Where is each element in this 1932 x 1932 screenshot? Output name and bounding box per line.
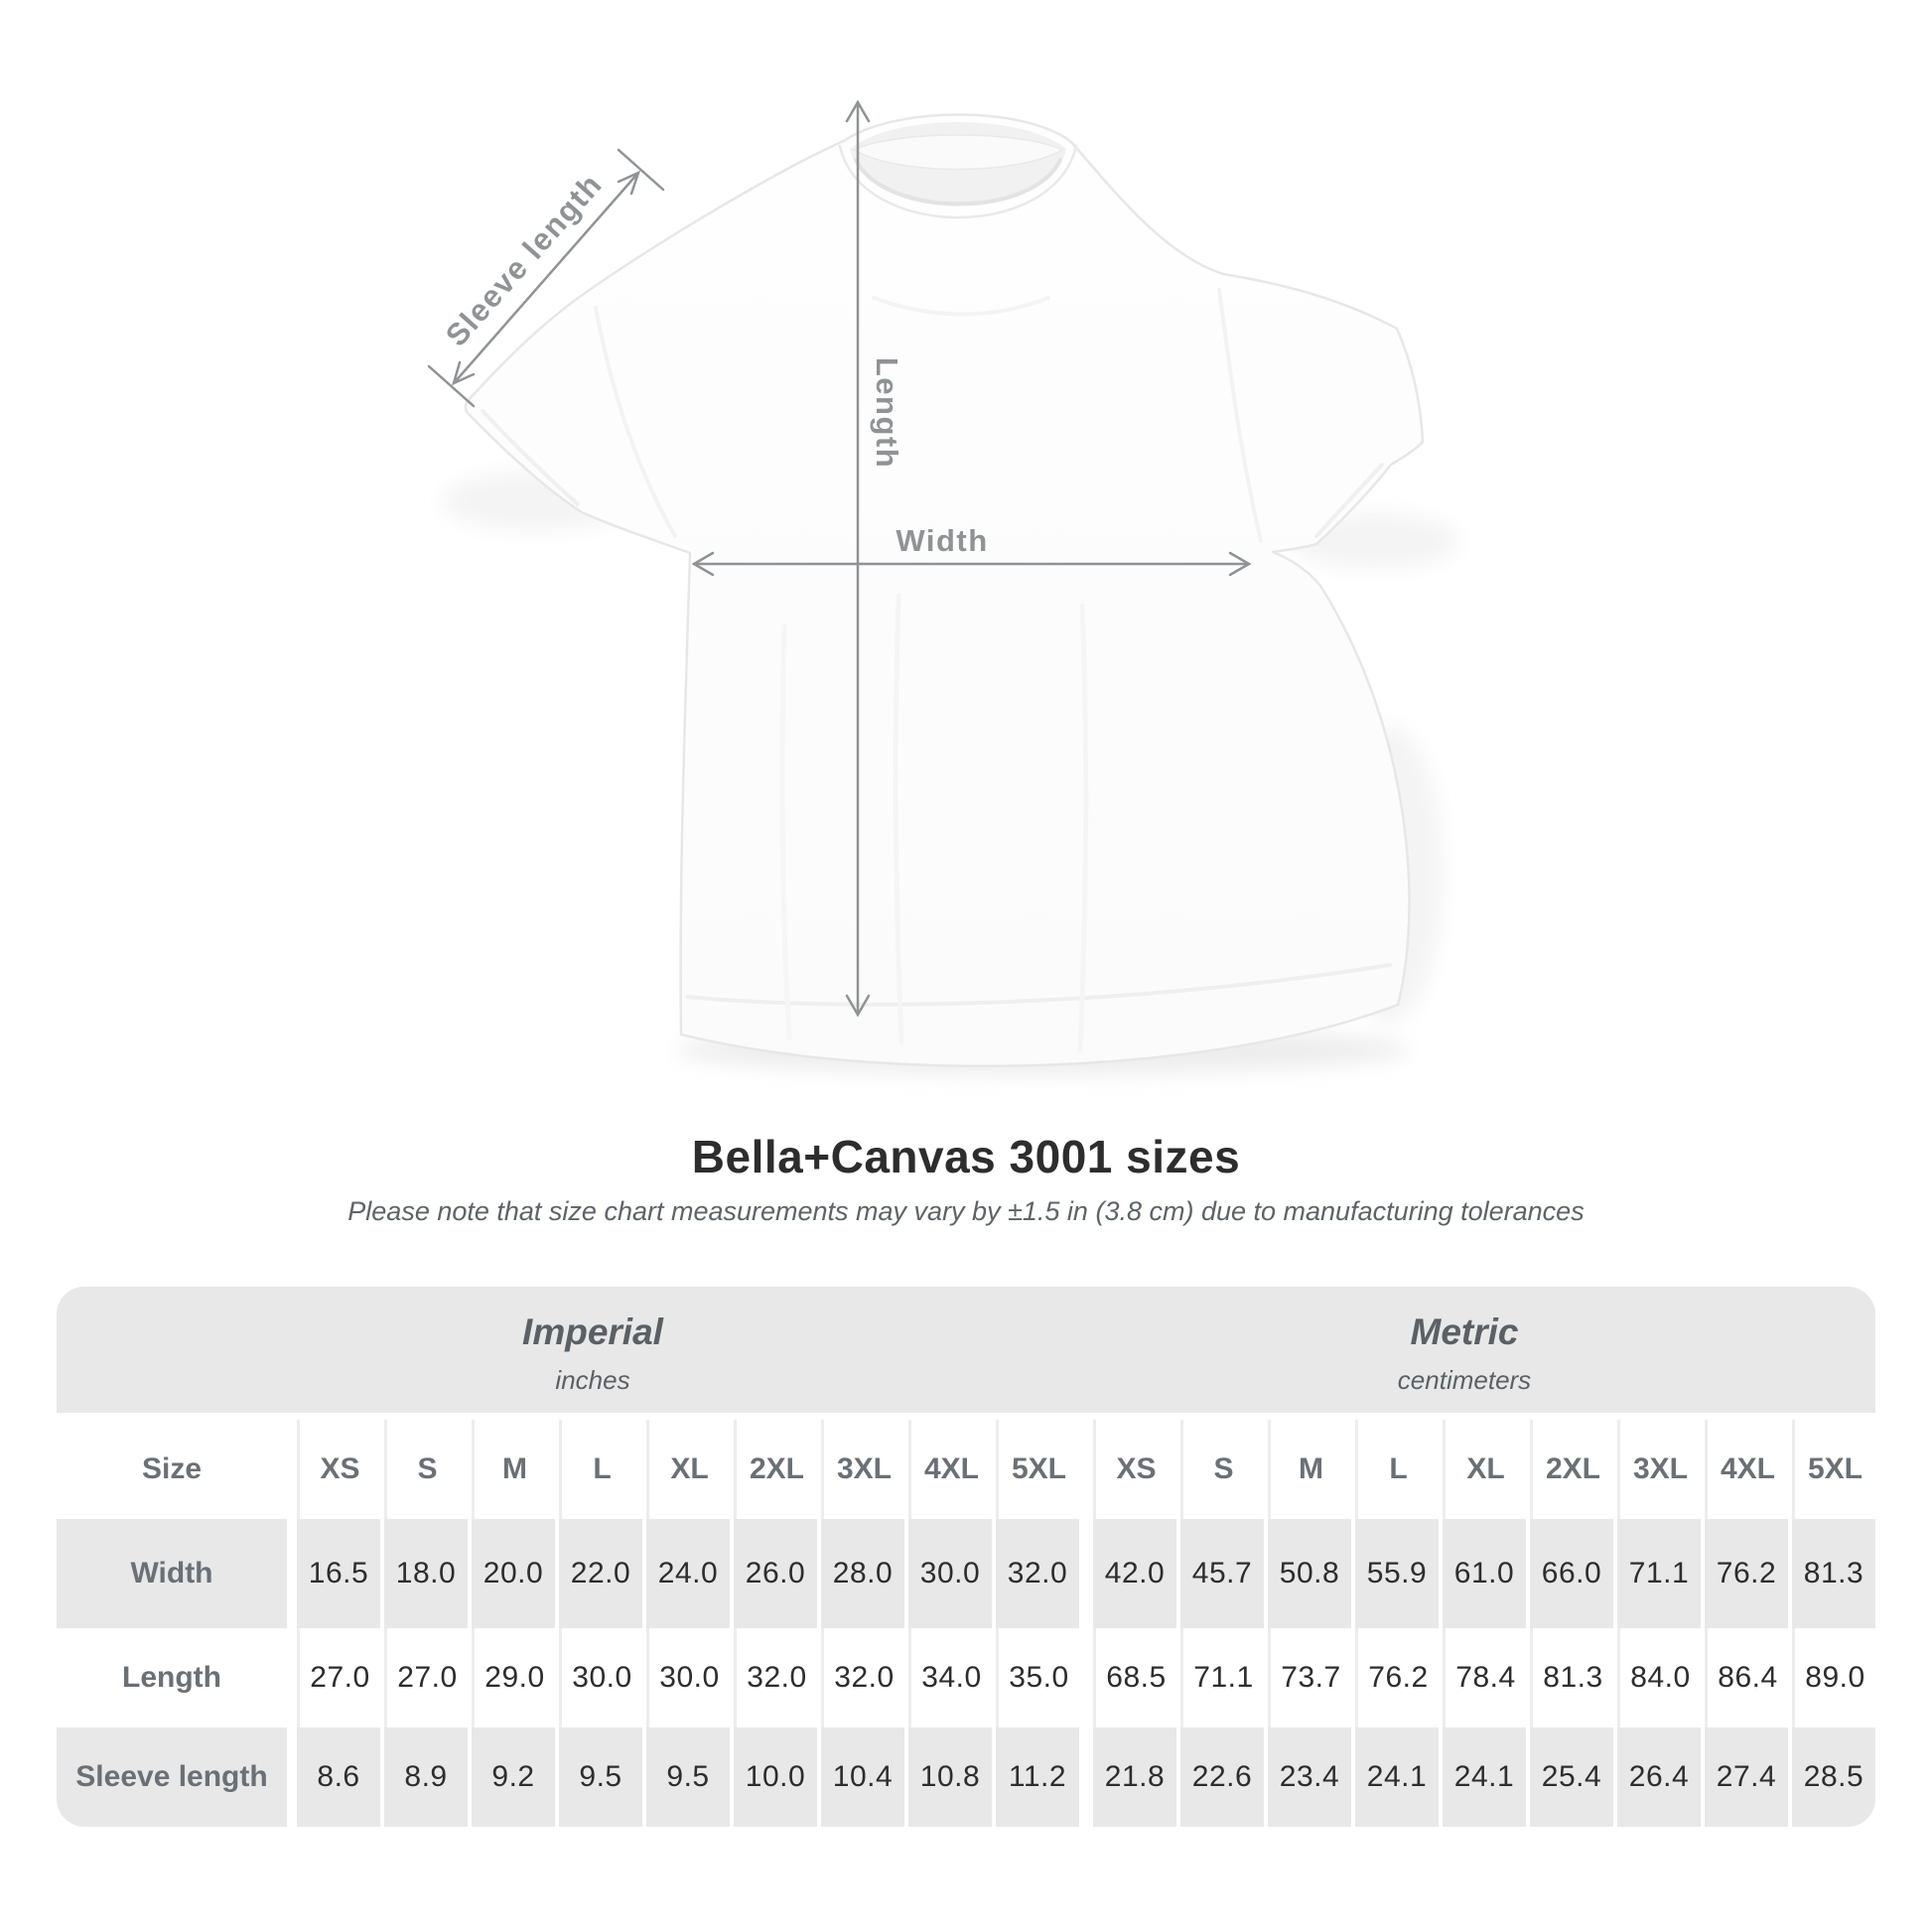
table-cell: 9.2 <box>472 1727 555 1827</box>
table-row-length <box>57 1628 1875 1727</box>
table-cell: 42.0 <box>1093 1519 1176 1628</box>
table-cell: 71.1 <box>1617 1519 1701 1628</box>
table-row-sleeve-length <box>57 1727 1875 1827</box>
page-title: Bella+Canvas 3001 sizes <box>691 1131 1241 1182</box>
table-cell: 73.7 <box>1268 1628 1351 1727</box>
metric-header-unit: centimeters <box>1397 1365 1532 1395</box>
width-annotation-label: Width <box>896 523 989 558</box>
table-cell: 18.0 <box>384 1519 468 1628</box>
metric-header-name: Metric <box>1410 1311 1519 1352</box>
imperial-header-name: Imperial <box>522 1311 663 1352</box>
table-cell: 9.5 <box>646 1727 730 1827</box>
size-header-cell: 3XL <box>1617 1420 1701 1519</box>
imperial-header <box>522 1287 663 1396</box>
size-header-cell: 3XL <box>821 1420 904 1519</box>
size-header-cell: XS <box>297 1420 380 1519</box>
table-cell: 16.5 <box>297 1519 380 1628</box>
table-cell: 9.5 <box>559 1727 642 1827</box>
tshirt-body <box>466 115 1423 1066</box>
size-header-cell: M <box>1268 1420 1351 1519</box>
table-cell: 81.3 <box>1792 1519 1875 1628</box>
size-header-cell: L <box>559 1420 642 1519</box>
table-cell: 10.0 <box>734 1727 817 1827</box>
size-header-cell: XL <box>1443 1420 1526 1519</box>
table-cell: 32.0 <box>734 1628 817 1727</box>
table-row-width <box>57 1519 1875 1628</box>
size-header-cell: 5XL <box>996 1420 1079 1519</box>
table-cell: 26.4 <box>1617 1727 1701 1827</box>
table-cell: 8.9 <box>384 1727 468 1827</box>
dimension-tick <box>619 150 663 190</box>
table-cell: 10.4 <box>821 1727 904 1827</box>
table-cell: 32.0 <box>821 1628 904 1727</box>
table-cell: 30.0 <box>908 1519 992 1628</box>
table-cell: 23.4 <box>1268 1727 1351 1827</box>
table-cell: 24.1 <box>1443 1727 1526 1827</box>
table-cell: 27.4 <box>1705 1727 1788 1827</box>
table-cell: 20.0 <box>472 1519 555 1628</box>
table-header-row <box>57 1420 1875 1519</box>
table-cell: 27.0 <box>384 1628 468 1727</box>
size-header-cell: S <box>384 1420 468 1519</box>
table-cell: 45.7 <box>1180 1519 1264 1628</box>
table-cell: 76.2 <box>1355 1628 1439 1727</box>
metric-header <box>1398 1287 1531 1396</box>
tolerance-note: Please note that size chart measurements may vary by ±1.5 in (3.8 cm) due to manufacturing tolerances <box>347 1196 1585 1226</box>
length-annotation-label: Length <box>870 356 904 470</box>
table-cell: 25.4 <box>1530 1727 1613 1827</box>
dimension-tick <box>429 366 474 406</box>
sleeve-length-annotation-label: Sleeve length <box>438 166 610 353</box>
table-cell: 89.0 <box>1792 1628 1875 1727</box>
table-cell: 21.8 <box>1093 1727 1176 1827</box>
size-table <box>57 1287 1875 1827</box>
table-cell: 30.0 <box>646 1628 730 1727</box>
size-header-cell: L <box>1355 1420 1439 1519</box>
size-header-cell: XS <box>1093 1420 1176 1519</box>
table-cell: 68.5 <box>1093 1628 1176 1727</box>
table-cell: 30.0 <box>559 1628 642 1727</box>
size-header-cell: 2XL <box>1530 1420 1613 1519</box>
size-column-header: Size <box>141 1452 203 1485</box>
table-cell: 76.2 <box>1705 1519 1788 1628</box>
table-cell: 28.5 <box>1792 1727 1875 1827</box>
table-cell: 34.0 <box>908 1628 992 1727</box>
table-cell: 27.0 <box>297 1628 380 1727</box>
table-cell: 24.1 <box>1355 1727 1439 1827</box>
row-label: Sleeve length <box>57 1727 287 1827</box>
table-cell: 50.8 <box>1268 1519 1351 1628</box>
size-header-cell: 2XL <box>734 1420 817 1519</box>
table-cell: 78.4 <box>1443 1628 1526 1727</box>
size-header-cell: 5XL <box>1792 1420 1875 1519</box>
table-cell: 35.0 <box>996 1628 1079 1727</box>
table-cell: 26.0 <box>734 1519 817 1628</box>
row-label: Width <box>57 1519 287 1628</box>
table-cell: 22.0 <box>559 1519 642 1628</box>
table-cell: 29.0 <box>472 1628 555 1727</box>
table-cell: 28.0 <box>821 1519 904 1628</box>
table-cell: 81.3 <box>1530 1628 1613 1727</box>
table-cell: 8.6 <box>297 1727 380 1827</box>
table-cell: 84.0 <box>1617 1628 1701 1727</box>
table-cell: 11.2 <box>996 1727 1079 1827</box>
unit-header-band <box>57 1287 1875 1413</box>
table-cell: 71.1 <box>1180 1628 1264 1727</box>
table-cell: 24.0 <box>646 1519 730 1628</box>
table-cell: 61.0 <box>1443 1519 1526 1628</box>
size-header-cell: XL <box>646 1420 730 1519</box>
table-cell: 32.0 <box>996 1519 1079 1628</box>
table-cell: 86.4 <box>1705 1628 1788 1727</box>
imperial-header-unit: inches <box>555 1365 630 1395</box>
table-cell: 55.9 <box>1355 1519 1439 1628</box>
table-cell: 10.8 <box>908 1727 992 1827</box>
size-header-cell: M <box>472 1420 555 1519</box>
size-header-cell: S <box>1180 1420 1264 1519</box>
size-header-cell: 4XL <box>1705 1420 1788 1519</box>
row-label: Length <box>122 1661 221 1694</box>
table-cell: 22.6 <box>1180 1727 1264 1827</box>
size-header-cell: 4XL <box>908 1420 992 1519</box>
table-cell: 66.0 <box>1530 1519 1613 1628</box>
